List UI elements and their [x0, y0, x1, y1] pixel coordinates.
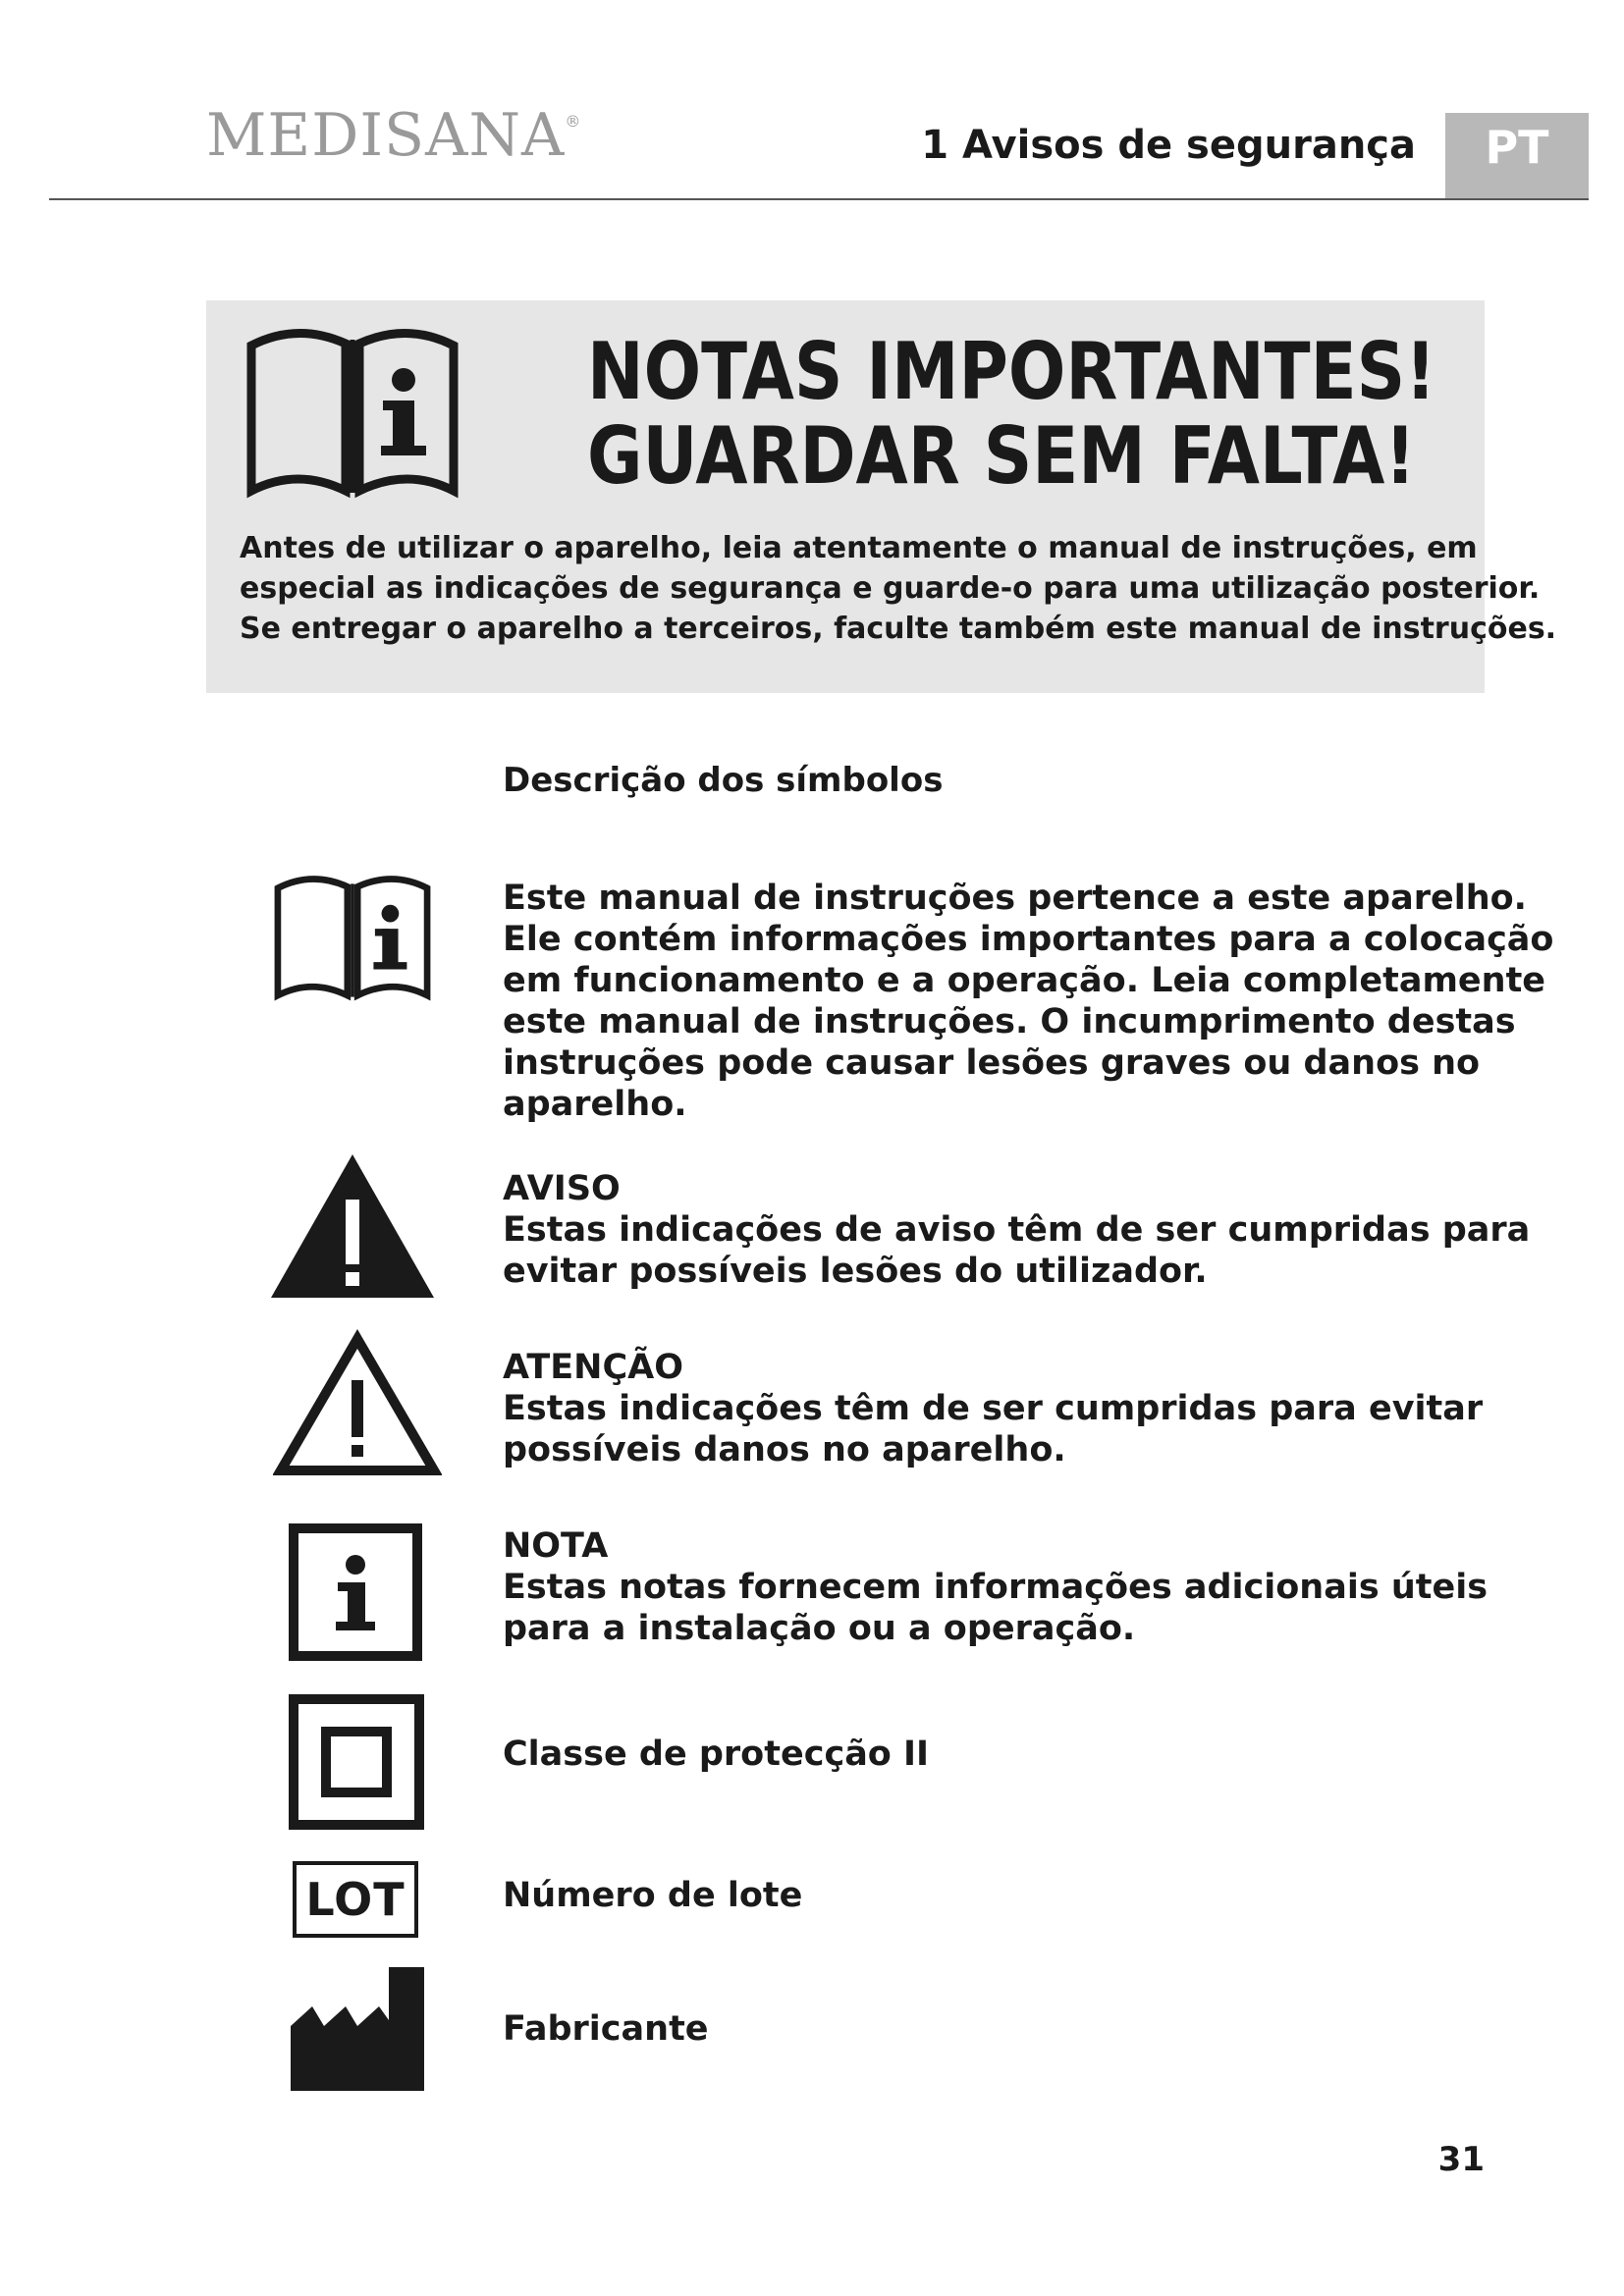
language-tab: PT	[1445, 113, 1589, 199]
section-title: 1 Avisos de segurança	[921, 123, 1416, 168]
lot-icon: LOT	[293, 1861, 418, 1938]
warning-symbol-description: AVISO Estas indicações de aviso têm de ser cumpridas para evitar possíveis lesões do utilizador.	[503, 1169, 1531, 1291]
warning-filled-triangle-icon	[267, 1150, 438, 1302]
info-box-icon	[289, 1523, 422, 1661]
symbols-heading: Descrição dos símbolos	[503, 761, 944, 800]
notice-title: NOTAS IMPORTANTES! GUARDAR SEM FALTA!	[587, 326, 1436, 502]
important-notice-box	[206, 300, 1557, 693]
manufacturer-icon	[291, 1967, 424, 2091]
manual-symbol-description: Este manual de instruções pertence a este aparelho. Ele contém informações importantes para a colocação em funcionamento e a operação. Leia completamente este manual de instruções. O incumprimento destas instruções pode causar lesões graves ou danos no aparelho.	[503, 879, 1554, 1124]
note-symbol-description: NOTA Estas notas fornecem informações adicionais úteis para a instalação ou a operação.	[503, 1526, 1489, 1648]
manufacturer-label: Fabricante	[503, 2009, 709, 2049]
lot-label: Número de lote	[503, 1876, 803, 1915]
medisana-logo: MEDISANA®	[206, 101, 582, 170]
caution-symbol-description: ATENÇÃO Estas indicações têm de ser cumpridas para evitar possíveis danos no aparelho.	[503, 1348, 1484, 1469]
header-divider	[49, 198, 1589, 200]
notice-text: Antes de utilizar o aparelho, leia atentamente o manual de instruções, em especial as indicações de segurança e guarde-o para uma utilização posterior. Se entregar o aparelho a terceiros, faculte também este manual de instruções.	[240, 531, 1557, 646]
manual-info-icon	[267, 874, 438, 1001]
protection-class-label: Classe de protecção II	[503, 1735, 930, 1774]
protection-class-ii-icon	[289, 1694, 424, 1830]
manual-info-icon	[244, 326, 461, 499]
page-number: 31	[1437, 2140, 1485, 2179]
caution-outline-triangle-icon	[273, 1329, 442, 1478]
